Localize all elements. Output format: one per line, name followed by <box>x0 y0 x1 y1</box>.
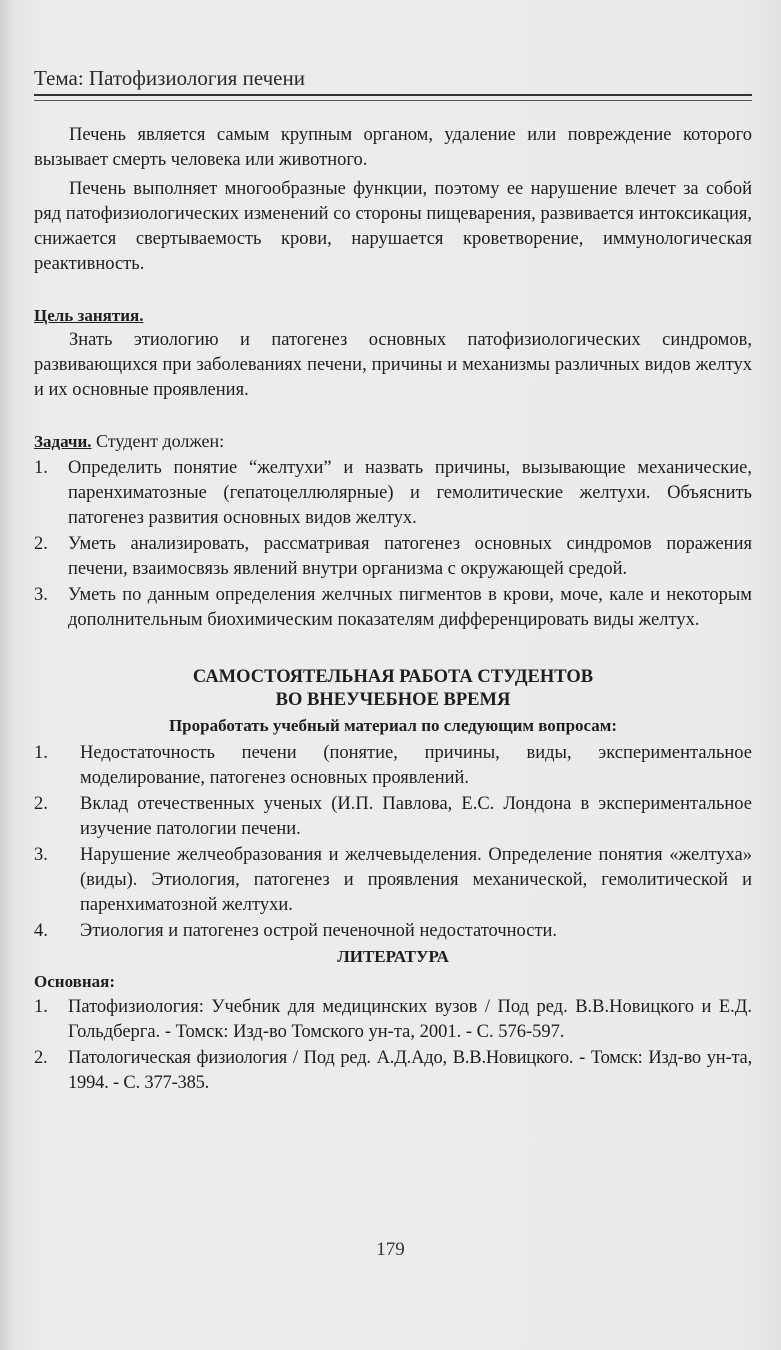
list-item-number: 3. <box>34 845 48 865</box>
list-item-number: 2. <box>34 794 48 814</box>
goal-heading: Цель занятия. <box>34 306 144 325</box>
tasks-heading-line <box>34 429 752 454</box>
list-item <box>34 843 752 918</box>
list-item-number: 2. <box>34 1048 48 1068</box>
tasks-list <box>34 456 752 633</box>
list-item <box>34 532 752 582</box>
list-item-text: Этиология и патогенез острой печеночной недостаточности. <box>80 921 558 941</box>
tasks-lead: Студент должен: <box>91 431 225 451</box>
list-item-text: Патологическая физиология / Под ред. А.Д.Адо, В.В.Новицкого. - Томск: Изд-во ун-та, 1994. - С. 377-385. <box>68 1048 752 1093</box>
self-work-title-line-1: САМОСТОЯТЕЛЬНАЯ РАБОТА СТУДЕНТОВ <box>192 667 594 687</box>
page-content <box>34 66 752 1097</box>
list-item-text: Уметь анализировать, рассматривая патогенез основных синдромов поражения печени, взаимосвязь явлений внутри организма с окружающей средой. <box>68 534 752 579</box>
list-item-number: 3. <box>34 585 48 605</box>
list-item-number: 1. <box>34 458 48 478</box>
running-header: Тема: Патофизиология печени <box>34 66 305 90</box>
list-item-text: Вклад отечественных ученых (И.П. Павлова, Е.С. Лондона в экспериментальное изучение патологии печени. <box>80 794 752 839</box>
list-item <box>34 792 752 842</box>
list-item-number: 2. <box>34 534 48 554</box>
list-item <box>34 919 752 944</box>
list-item <box>34 583 752 633</box>
literature-title: ЛИТЕРАТУРА <box>337 947 449 966</box>
list-item-number: 4. <box>34 921 48 941</box>
intro-paragraph-2: Печень выполняет многообразные функции, поэтому ее нарушение влечет за собой ряд патофизиологических изменений со стороны пищеварения, развивается интоксикация, снижается свертываемость крови, нарушается кроветворение, иммунологическая реактивность. <box>34 179 752 274</box>
list-item-text: Нарушение желчеобразования и желчевыделения. Определение понятия «желтуха» (виды). Этиология, патогенез и проявления механической, гемолитической и паренхиматозной желтухи. <box>80 845 752 915</box>
list-item-number: 1. <box>34 997 48 1017</box>
list-item <box>34 995 752 1045</box>
literature-list <box>34 995 752 1096</box>
list-item-text: Уметь по данным определения желчных пигментов в крови, моче, кале и некоторым дополнительным биохимическим показателям дифференцировать виды желтух. <box>68 585 752 630</box>
intro-paragraph-1: Печень является самым крупным органом, удаление или повреждение которого вызывает смерть человека или животного. <box>34 125 752 170</box>
header-rule-thin <box>34 100 752 101</box>
list-item-text: Определить понятие “желтухи” и назвать причины, вызывающие механические, паренхиматозные (гепатоцеллюлярные) и гемолитические желтухи. Объяснить патогенез развития основных видов желтух. <box>68 458 752 528</box>
header-rule-thick <box>34 94 752 96</box>
list-item-text: Недостаточность печени (понятие, причины, виды, экспериментальное моделирование, патогенез основных проявлений. <box>80 743 752 788</box>
list-item-text: Патофизиология: Учебник для медицинских вузов / Под ред. В.В.Новицкого и Е.Д. Гольдберга. - Томск: Изд-во Томского ун-та, 2001. - С. 576-597. <box>68 997 752 1042</box>
list-item <box>34 741 752 791</box>
self-work-title-line-2: ВО ВНЕУЧЕБНОЕ ВРЕМЯ <box>275 690 511 710</box>
list-item <box>34 456 752 531</box>
list-item <box>34 1046 752 1096</box>
questions-list <box>34 741 752 944</box>
page-number: 179 <box>376 1239 405 1260</box>
list-item-number: 1. <box>34 743 48 763</box>
literature-main-heading: Основная: <box>34 972 115 991</box>
goal-text: Знать этиологию и патогенез основных патофизиологических синдромов, развивающихся при заболеваниях печени, причины и механизмы различных видов желтух и их основные проявления. <box>34 330 752 400</box>
self-work-subtitle: Проработать учебный материал по следующим вопросам: <box>168 716 618 735</box>
tasks-heading: Задачи. <box>34 432 92 451</box>
self-work-title <box>34 666 752 712</box>
intro-section <box>34 123 752 277</box>
